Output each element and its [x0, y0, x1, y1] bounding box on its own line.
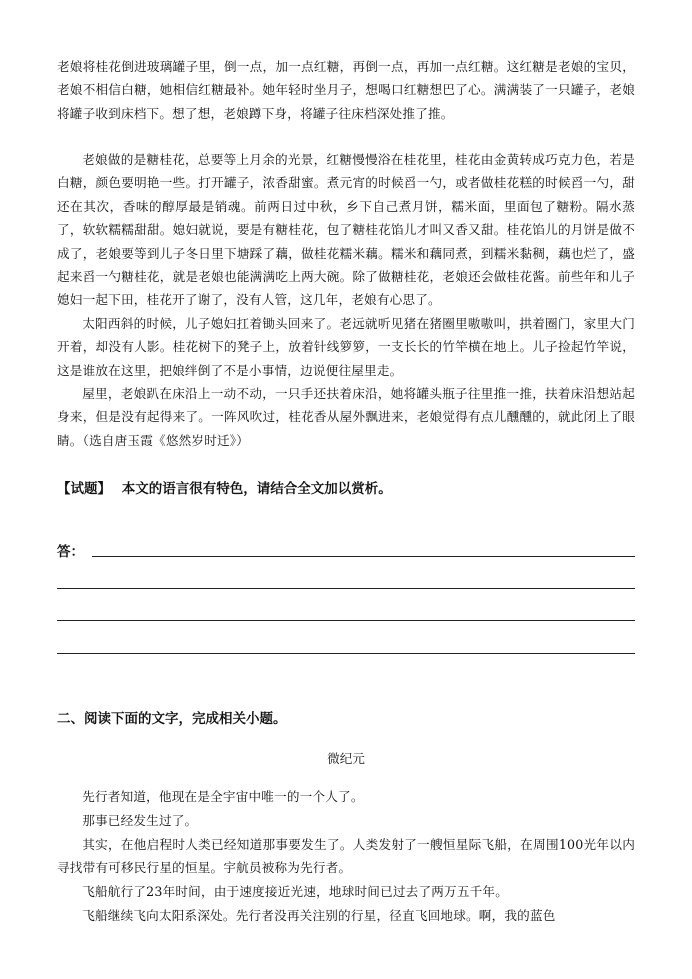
story-paragraph-4: 飞船航行了23年时间，由于速度接近光速，地球时间已过去了两万五千年。 — [82, 884, 509, 900]
story-title: 微纪元 — [327, 751, 365, 766]
question-prompt — [57, 477, 392, 497]
section-2-heading: 二、阅读下面的文字，完成相关小题。 — [57, 711, 287, 727]
question-tag: 【试题】 — [57, 481, 111, 497]
question-text: 本文的语言很有特色，请结合全文加以赏析。 — [121, 481, 392, 497]
story-body — [57, 785, 635, 928]
story-paragraph-5: 飞船继续飞向太阳系深处。先行者没再关注别的行星，径直飞回地球。啊，我的蓝色 — [82, 907, 556, 923]
answer-label: 答： — [57, 544, 84, 560]
passage-paragraph-4: 屋里，老娘趴在床沿上一动不动，一只手还扶着床沿，她将罐头瓶子往里推一推，扶着床沿想站起身来，但是没有起得来了。一阵风吹过，桂花香从屋外飘进来，老娘觉得有点儿醺醺的，就此闭上了眼睛。（选自唐玉霞《悠然岁时迁》） — [57, 386, 635, 448]
answer-line-2[interactable] — [57, 588, 635, 589]
answer-line-1[interactable] — [92, 556, 635, 557]
story-paragraph-1: 先行者知道，他现在是全宇宙中唯一的一个人了。 — [82, 789, 364, 804]
passage-paragraph-2: 老娘做的是糖桂花，总要等上月余的光景，红糖慢慢浴在桂花里，桂花由金黄转成巧克力色，若是白糖，颜色要明艳一些。打开罐子，浓香甜蜜。煮元宵的时候舀一勺，或者做桂花糕的时候舀一勺，甜还在其次，香味的醇厚最是销魂。前两日过中秋，乡下自己煮月饼，糯米面，里面包了糖粉。隔水蒸了，软软糯糯甜甜。媳妇就说，要是有糖桂花，包了糖桂花馅儿才叫又香又甜。桂花馅儿的月饼是做不成了，老娘要等到儿子冬日里下塘踩了藕，做桂花糯米藕。糯米和藕同煮，到糯米黏稠，藕也烂了，盛起来舀一勺糖桂花，就是老娘也能满满吃上两大碗。除了做糖桂花，老娘还会做桂花酱。前些年和儿子媳妇一起下田，桂花开了谢了，没有人管，这几年，老娘有心思了。 — [57, 152, 635, 308]
answer-line-3[interactable] — [57, 620, 635, 621]
passage-paragraph-1: 老娘将桂花倒进玻璃罐子里，倒一点，加一点红糖，再倒一点，再加一点红糖。这红糖是老娘的宝贝，老娘不相信白糖，她相信红糖最补。她年轻时坐月子，想喝口红糖想巴了心。满满装了一只罐子，老娘将罐子收到床档下。想了想，老娘蹲下身，将罐子往床档深处推了推。 — [57, 59, 635, 121]
answer-line-4[interactable] — [57, 653, 635, 654]
passage-paragraph-3: 太阳西斜的时候，儿子媳妇扛着锄头回来了。老远就听见猪在猪圈里嗷嗷叫，拱着圈门，家里大门开着，却没有人影。桂花树下的凳子上，放着针线箩箩，一支长长的竹竿横在地上。儿子捡起竹竿说，这是谁放在这里，把娘绊倒了不是小事情，边说便往屋里走。 — [57, 316, 635, 378]
story-paragraph-3: 其实，在他启程时人类已经知道那事要发生了。人类发射了一艘恒星际飞船，在周围100光年以内寻找带有可移民行星的恒星。宇航员被称为先行者。 — [57, 836, 635, 876]
story-paragraph-2: 那事已经发生过了。 — [82, 812, 198, 828]
